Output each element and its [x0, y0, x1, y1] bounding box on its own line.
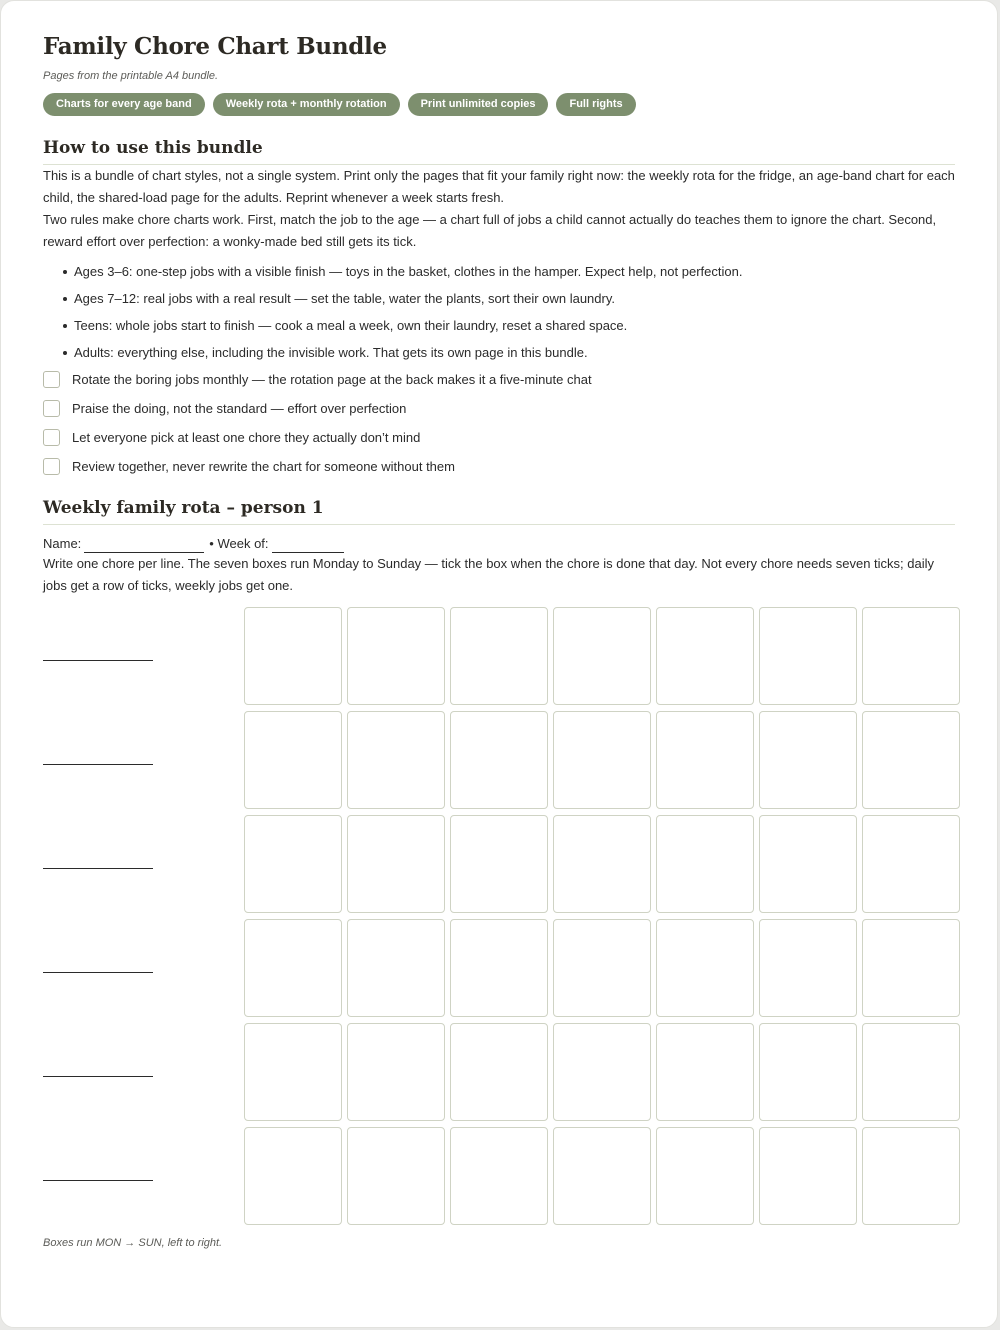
pill-print-copies: Print unlimited copies — [408, 93, 549, 116]
chore-write-line[interactable] — [43, 868, 153, 869]
rota-row — [43, 815, 955, 913]
day-tick-box[interactable] — [450, 607, 548, 705]
day-tick-box[interactable] — [656, 815, 754, 913]
rota-row — [43, 919, 955, 1017]
list-item: Teens: whole jobs start to finish — cook a meal a week, own their laundry, reset a shared space. — [43, 317, 955, 334]
checkbox[interactable] — [43, 458, 60, 475]
page-subtitle: Pages from the printable A4 bundle. — [43, 70, 219, 82]
rota-grid — [43, 607, 955, 1225]
how-to-paragraph-1: This is a bundle of chart styles, not a single system. Print only the pages that fit your family right now: the weekly rota for the fridge, an age-band chart for each child, the shared-load page for the adults. Reprint whenever a week starts fresh. — [43, 168, 955, 205]
rota-row — [43, 1127, 955, 1225]
chore-write-line[interactable] — [43, 972, 153, 973]
checklist-label: Let everyone pick at least one chore they actually don’t mind — [72, 430, 421, 445]
day-tick-box[interactable] — [759, 607, 857, 705]
pill-weekly-rota: Weekly rota + monthly rotation — [213, 93, 400, 116]
day-tick-box[interactable] — [862, 607, 960, 705]
day-tick-box[interactable] — [244, 1127, 342, 1225]
day-tick-box[interactable] — [450, 1127, 548, 1225]
rota-footnote: Boxes run MON → SUN, left to right. — [43, 1237, 223, 1249]
checklist-label: Praise the doing, not the standard — effort over perfection — [72, 401, 407, 416]
rota-heading: Weekly family rota – person 1 — [43, 496, 955, 525]
day-tick-box[interactable] — [347, 711, 445, 809]
day-tick-box[interactable] — [553, 815, 651, 913]
day-tick-box[interactable] — [450, 919, 548, 1017]
how-to-heading: How to use this bundle — [43, 136, 955, 165]
day-tick-box[interactable] — [244, 815, 342, 913]
day-tick-box[interactable] — [862, 919, 960, 1017]
chore-write-line[interactable] — [43, 1180, 153, 1181]
name-blank-field[interactable] — [84, 539, 204, 553]
day-tick-box[interactable] — [553, 1023, 651, 1121]
day-tick-box[interactable] — [450, 815, 548, 913]
day-tick-box[interactable] — [656, 1023, 754, 1121]
page-title: Family Chore Chart Bundle — [43, 33, 387, 60]
checklist-item — [43, 428, 955, 447]
day-tick-box[interactable] — [759, 919, 857, 1017]
list-item: Adults: everything else, including the invisible work. That gets its own page in this bundle. — [43, 344, 955, 361]
day-tick-box[interactable] — [862, 711, 960, 809]
day-tick-box[interactable] — [347, 815, 445, 913]
rota-instructions: Write one chore per line. The seven boxes run Monday to Sunday — tick the box when the chore is done that day. Not every chore needs seven ticks; daily jobs get a row of ticks, weekly jobs get one. — [43, 556, 934, 593]
day-tick-box[interactable] — [656, 919, 754, 1017]
day-tick-box[interactable] — [553, 1127, 651, 1225]
chore-write-line[interactable] — [43, 660, 153, 661]
day-tick-box[interactable] — [450, 711, 548, 809]
day-tick-box[interactable] — [656, 711, 754, 809]
checklist-label: Review together, never rewrite the chart for someone without them — [72, 459, 455, 474]
chore-write-line[interactable] — [43, 1076, 153, 1077]
pill-age-band: Charts for every age band — [43, 93, 205, 116]
day-tick-box[interactable] — [553, 919, 651, 1017]
age-band-list — [43, 263, 955, 361]
day-tick-box[interactable] — [553, 607, 651, 705]
day-tick-box[interactable] — [759, 1023, 857, 1121]
feature-pills — [43, 93, 955, 116]
day-tick-box[interactable] — [347, 607, 445, 705]
day-tick-box[interactable] — [450, 1023, 548, 1121]
week-blank-field[interactable] — [272, 539, 344, 553]
chore-write-line[interactable] — [43, 764, 153, 765]
rota-row — [43, 607, 955, 705]
checklist-item — [43, 399, 955, 418]
name-label: Name: — [43, 536, 82, 551]
day-tick-box[interactable] — [347, 919, 445, 1017]
bullet-icon — [63, 297, 67, 301]
day-tick-box[interactable] — [862, 1023, 960, 1121]
day-tick-box[interactable] — [656, 1127, 754, 1225]
day-tick-box[interactable] — [759, 711, 857, 809]
day-tick-box[interactable] — [759, 815, 857, 913]
list-item: Ages 3–6: one-step jobs with a visible finish — toys in the basket, clothes in the hamper. Expect help, not perfection. — [43, 263, 955, 280]
checkbox[interactable] — [43, 371, 60, 388]
week-label: • Week of: — [209, 536, 269, 551]
how-to-paragraph-2: Two rules make chore charts work. First, match the job to the age — a chart full of jobs a child cannot actually do teaches them to ignore the chart. Second, reward effort over perfection: a wonky-made bed still gets its tick. — [43, 212, 937, 249]
name-week-line — [43, 535, 955, 553]
day-tick-box[interactable] — [244, 919, 342, 1017]
rota-row — [43, 1023, 955, 1121]
day-tick-box[interactable] — [244, 711, 342, 809]
list-item: Ages 7–12: real jobs with a real result — set the table, water the plants, sort their own laundry. — [43, 290, 955, 307]
bullet-icon — [63, 324, 67, 328]
pill-full-rights: Full rights — [556, 93, 635, 116]
rota-row — [43, 711, 955, 809]
checklist-item — [43, 457, 955, 476]
day-tick-box[interactable] — [656, 607, 754, 705]
day-tick-box[interactable] — [347, 1023, 445, 1121]
checklist-item — [43, 370, 955, 389]
checkbox[interactable] — [43, 400, 60, 417]
tips-checklist — [43, 370, 955, 476]
day-tick-box[interactable] — [244, 607, 342, 705]
bullet-icon — [63, 351, 67, 355]
day-tick-box[interactable] — [759, 1127, 857, 1225]
day-tick-box[interactable] — [244, 1023, 342, 1121]
day-tick-box[interactable] — [862, 1127, 960, 1225]
day-tick-box[interactable] — [862, 815, 960, 913]
day-tick-box[interactable] — [553, 711, 651, 809]
checklist-label: Rotate the boring jobs monthly — the rotation page at the back makes it a five-minute chat — [72, 372, 592, 387]
checkbox[interactable] — [43, 429, 60, 446]
bullet-icon — [63, 270, 67, 274]
day-tick-box[interactable] — [347, 1127, 445, 1225]
